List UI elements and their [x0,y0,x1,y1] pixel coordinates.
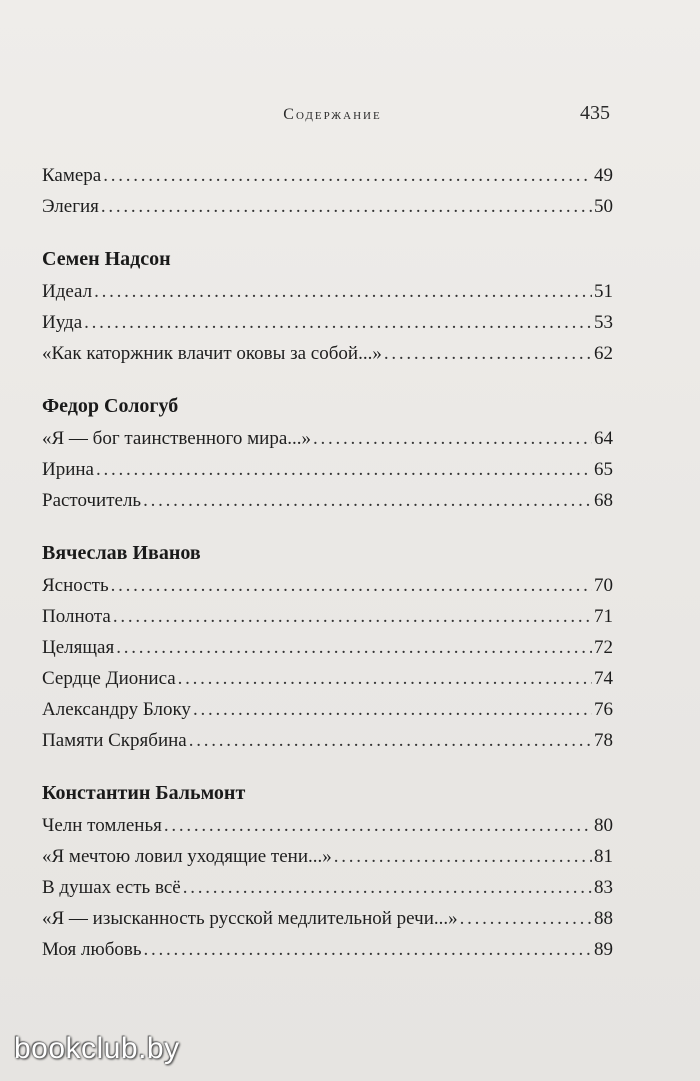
toc-entry-title: Камера [42,165,102,186]
author-heading: Константин Бальмонт [42,782,246,804]
dot-leader [183,872,592,903]
toc-entry [42,601,613,632]
dot-leader [84,307,592,338]
toc-entry-page: 88 [594,908,613,929]
toc-entry-page: 76 [594,699,613,720]
toc-entry-title: Александру Блоку [42,699,191,720]
dot-leader [460,903,592,934]
toc-entry [42,934,613,965]
toc-entry-title: Полнота [42,606,111,627]
dot-leader [164,810,592,841]
dot-leader [313,423,592,454]
toc-entry [42,903,613,934]
toc-entry [42,810,613,841]
toc-entry-title: Иуда [42,312,83,333]
table-of-contents [42,160,613,985]
toc-entry-page: 71 [594,606,613,627]
toc-entry [42,160,613,191]
toc-entry-page: 62 [594,343,613,364]
toc-section [42,242,613,369]
toc-section [42,776,613,965]
toc-entry-page: 80 [594,815,613,836]
toc-entry-title: Сердце Диониса [42,668,176,689]
dot-leader [189,725,592,756]
toc-entry-title: «Как каторжник влачит оковы за собой...» [42,343,382,364]
toc-entry-page: 78 [594,730,613,751]
toc-entry-title: Памяти Скрябина [42,730,187,751]
dot-leader [94,276,592,307]
toc-entry-title: «Я мечтою ловил уходящие тени...» [42,846,332,867]
toc-entry-page: 89 [594,939,613,960]
toc-entry-page: 49 [594,165,613,186]
toc-entry-title: Ясность [42,575,109,596]
toc-entry [42,454,613,485]
toc-section [42,536,613,756]
dot-leader [334,841,592,872]
toc-entry-page: 64 [594,428,613,449]
toc-entry-page: 51 [594,281,613,302]
dot-leader [96,454,592,485]
dot-leader [116,632,592,663]
dot-leader [178,663,592,694]
toc-entry [42,663,613,694]
toc-entry [42,191,613,222]
toc-entry-title: Моя любовь [42,939,142,960]
toc-entry [42,307,613,338]
toc-entry-title: «Я — бог таинственного мира...» [42,428,311,449]
toc-entry-title: Элегия [42,196,99,217]
toc-entry [42,725,613,756]
dot-leader [143,485,592,516]
toc-entry-page: 81 [594,846,613,867]
toc-entry-title: Ирина [42,459,94,480]
running-header-title: Содержание [283,106,382,123]
toc-entry-title: Идеал [42,281,93,302]
toc-entry-page: 83 [594,877,613,898]
toc-entry [42,276,613,307]
toc-entry [42,338,613,369]
dot-leader [144,934,592,965]
toc-entry-title: В душах есть всё [42,877,181,898]
site-watermark: bookclub.by [14,1032,180,1065]
toc-entry-page: 74 [594,668,613,689]
toc-section [42,160,613,222]
dot-leader [101,191,592,222]
toc-entry [42,841,613,872]
toc-entry [42,570,613,601]
toc-entry [42,632,613,663]
dot-leader [193,694,592,725]
toc-section [42,389,613,516]
author-heading: Семен Надсон [42,248,171,270]
toc-entry-page: 53 [594,312,613,333]
author-heading: Федор Сологуб [42,395,179,417]
toc-entry [42,485,613,516]
toc-entry-page: 68 [594,490,613,511]
dot-leader [111,570,592,601]
toc-entry [42,694,613,725]
author-heading: Вячеслав Иванов [42,542,201,564]
toc-entry-title: Расточитель [42,490,142,511]
toc-entry-title: Челн томленья [42,815,162,836]
toc-entry [42,423,613,454]
toc-entry [42,872,613,903]
dot-leader [384,338,592,369]
dot-leader [113,601,592,632]
toc-entry-title: «Я — изысканность русской медлительной речи...» [42,908,458,929]
toc-entry-page: 70 [594,575,613,596]
toc-entry-page: 72 [594,637,613,658]
toc-entry-page: 50 [594,196,613,217]
page-number: 435 [580,102,610,124]
toc-entry-page: 65 [594,459,613,480]
toc-entry-title: Целящая [42,637,115,658]
dot-leader [103,160,592,191]
